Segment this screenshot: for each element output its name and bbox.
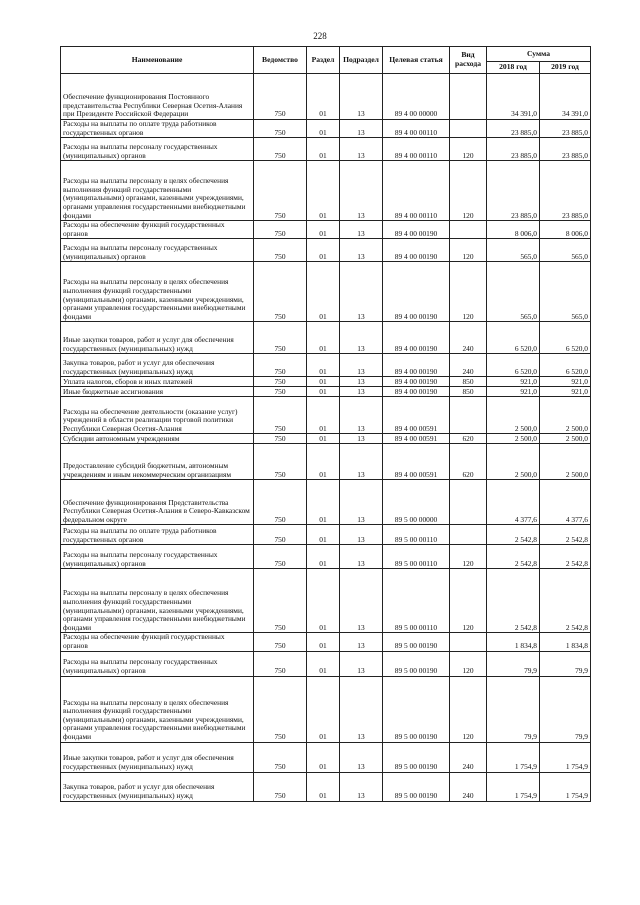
row-sum-2018-cell: 6 520,0: [487, 322, 540, 354]
row-name-cell: Закупка товаров, работ и услуг для обеспечения государственных (муниципальных) нужд: [61, 354, 254, 377]
row-name-cell: Уплата налогов, сборов и иных платежей: [61, 377, 254, 387]
row-sum-2019-cell: 2 500,0: [540, 397, 591, 434]
row-vid-cell: 120: [450, 676, 487, 742]
header-name: Наименование: [61, 47, 254, 74]
row-sum-2019-cell: 23 885,0: [540, 138, 591, 161]
row-name-cell: Обеспечение функционирования Представительства Республики Северная Осетия-Алания в Северо-Кавказском федеральном округе: [61, 480, 254, 525]
row-target-cell: 89 4 00 00190: [383, 239, 450, 262]
row-razdel-cell: 01: [307, 262, 340, 322]
row-podrazdel-cell: 13: [340, 221, 383, 239]
row-sum-2019-cell: 921,0: [540, 377, 591, 387]
row-target-cell: 89 5 00 00110: [383, 545, 450, 569]
row-name-cell: Иные закупки товаров, работ и услуг для обеспечения государственных (муниципальных) нужд: [61, 322, 254, 354]
row-sum-2019-cell: 23 885,0: [540, 161, 591, 221]
row-name-cell: Расходы на выплаты персоналу в целях обеспечения выполнения функций государственными (муниципальными) органами, казенными учреждениями, органами управления государственными внебюджетными фондами: [61, 161, 254, 221]
row-target-cell: 89 5 00 00190: [383, 772, 450, 801]
table-row: [61, 377, 591, 387]
row-sum-2019-cell: 6 520,0: [540, 354, 591, 377]
row-target-cell: 89 5 00 00190: [383, 742, 450, 772]
row-name-cell: Субсидии автономным учреждениям: [61, 434, 254, 444]
table-row: [61, 239, 591, 262]
row-vedomstvo-cell: 750: [254, 354, 307, 377]
table-row: [61, 387, 591, 397]
row-sum-2018-cell: 79,9: [487, 676, 540, 742]
row-vedomstvo-cell: 750: [254, 444, 307, 480]
row-podrazdel-cell: 13: [340, 387, 383, 397]
row-name-cell: Расходы на выплаты персоналу государственных (муниципальных) органов: [61, 545, 254, 569]
row-razdel-cell: 01: [307, 434, 340, 444]
table-row: [61, 397, 591, 434]
row-podrazdel-cell: 13: [340, 262, 383, 322]
row-vedomstvo-cell: 750: [254, 676, 307, 742]
row-vid-cell: [450, 397, 487, 434]
row-sum-2018-cell: 23 885,0: [487, 120, 540, 138]
row-razdel-cell: 01: [307, 74, 340, 120]
table-row: [61, 525, 591, 545]
row-sum-2019-cell: 1 754,9: [540, 772, 591, 801]
row-target-cell: 89 5 00 00190: [383, 651, 450, 676]
row-target-cell: 89 5 00 00190: [383, 633, 450, 651]
header-razdel: Раздел: [307, 47, 340, 74]
table-row: [61, 74, 591, 120]
row-name-cell: Иные бюджетные ассигнования: [61, 387, 254, 397]
row-razdel-cell: 01: [307, 377, 340, 387]
row-vedomstvo-cell: 750: [254, 221, 307, 239]
table-row: [61, 138, 591, 161]
row-vid-cell: [450, 74, 487, 120]
row-podrazdel-cell: 13: [340, 434, 383, 444]
row-name-cell: Расходы на выплаты по оплате труда работников государственных органов: [61, 120, 254, 138]
table-row: [61, 322, 591, 354]
row-sum-2019-cell: 1 834,8: [540, 633, 591, 651]
row-vedomstvo-cell: 750: [254, 569, 307, 633]
row-sum-2019-cell: 1 754,9: [540, 742, 591, 772]
row-target-cell: 89 4 00 00591: [383, 444, 450, 480]
row-vid-cell: 240: [450, 772, 487, 801]
table-row: [61, 651, 591, 676]
row-name-cell: Обеспечение функционирования Постоянного представительства Республики Северная Осетия-Алания при Президенте Российской Федерации: [61, 74, 254, 120]
row-vedomstvo-cell: 750: [254, 545, 307, 569]
row-razdel-cell: 01: [307, 161, 340, 221]
table-row: [61, 633, 591, 651]
row-vid-cell: 120: [450, 545, 487, 569]
row-podrazdel-cell: 13: [340, 322, 383, 354]
row-target-cell: 89 4 00 00000: [383, 74, 450, 120]
header-vid: Вид расхода: [450, 47, 487, 74]
row-target-cell: 89 5 00 00000: [383, 480, 450, 525]
row-razdel-cell: 01: [307, 545, 340, 569]
row-razdel-cell: 01: [307, 239, 340, 262]
row-podrazdel-cell: 13: [340, 397, 383, 434]
row-podrazdel-cell: 13: [340, 772, 383, 801]
row-name-cell: Расходы на выплаты персоналу в целях обеспечения выполнения функций государственными (муниципальными) органами, казенными учреждениями, органами управления государственными внебюджетными фондами: [61, 569, 254, 633]
row-vedomstvo-cell: 750: [254, 120, 307, 138]
row-podrazdel-cell: 13: [340, 480, 383, 525]
row-podrazdel-cell: 13: [340, 676, 383, 742]
row-sum-2018-cell: 79,9: [487, 651, 540, 676]
table-body: [61, 74, 591, 802]
row-name-cell: Предоставление субсидий бюджетным, автономным учреждениям и иным некоммерческим организациям: [61, 444, 254, 480]
row-vid-cell: [450, 120, 487, 138]
table-row: [61, 772, 591, 801]
row-podrazdel-cell: 13: [340, 651, 383, 676]
row-sum-2018-cell: 2 500,0: [487, 397, 540, 434]
row-vedomstvo-cell: 750: [254, 633, 307, 651]
row-target-cell: 89 5 00 00110: [383, 525, 450, 545]
row-name-cell: Расходы на выплаты персоналу государственных (муниципальных) органов: [61, 239, 254, 262]
row-vedomstvo-cell: 750: [254, 651, 307, 676]
header-summa: Сумма: [487, 47, 591, 62]
row-sum-2018-cell: 1 834,8: [487, 633, 540, 651]
row-sum-2018-cell: 2 542,8: [487, 569, 540, 633]
row-podrazdel-cell: 13: [340, 525, 383, 545]
row-name-cell: Расходы на выплаты по оплате труда работников государственных органов: [61, 525, 254, 545]
row-sum-2019-cell: 2 500,0: [540, 444, 591, 480]
table-row: [61, 354, 591, 377]
row-vid-cell: [450, 525, 487, 545]
row-razdel-cell: 01: [307, 120, 340, 138]
row-podrazdel-cell: 13: [340, 239, 383, 262]
row-sum-2019-cell: 2 500,0: [540, 434, 591, 444]
row-sum-2018-cell: 2 500,0: [487, 434, 540, 444]
row-podrazdel-cell: 13: [340, 633, 383, 651]
row-vid-cell: [450, 480, 487, 525]
row-podrazdel-cell: 13: [340, 569, 383, 633]
row-target-cell: 89 5 00 00110: [383, 569, 450, 633]
row-name-cell: Расходы на обеспечение деятельности (оказание услуг) учреждений в области реализации торговой политики Республики Северная Осетия-Алания: [61, 397, 254, 434]
row-sum-2018-cell: 2 542,8: [487, 525, 540, 545]
row-target-cell: 89 4 00 00110: [383, 138, 450, 161]
row-name-cell: Закупка товаров, работ и услуг для обеспечения государственных (муниципальных) нужд: [61, 772, 254, 801]
row-target-cell: 89 4 00 00190: [383, 387, 450, 397]
row-sum-2018-cell: 2 542,8: [487, 545, 540, 569]
row-podrazdel-cell: 13: [340, 377, 383, 387]
row-vedomstvo-cell: 750: [254, 434, 307, 444]
row-sum-2019-cell: 921,0: [540, 387, 591, 397]
row-podrazdel-cell: 13: [340, 742, 383, 772]
row-sum-2019-cell: 2 542,8: [540, 525, 591, 545]
row-vid-cell: 850: [450, 377, 487, 387]
table-row: [61, 262, 591, 322]
header-vedomstvo: Ведомство: [254, 47, 307, 74]
row-sum-2019-cell: 79,9: [540, 651, 591, 676]
row-sum-2019-cell: 79,9: [540, 676, 591, 742]
row-vid-cell: [450, 221, 487, 239]
row-vedomstvo-cell: 750: [254, 262, 307, 322]
row-target-cell: 89 4 00 00591: [383, 434, 450, 444]
row-vedomstvo-cell: 750: [254, 480, 307, 525]
row-vedomstvo-cell: 750: [254, 772, 307, 801]
row-target-cell: 89 4 00 00190: [383, 221, 450, 239]
row-sum-2019-cell: 2 542,8: [540, 545, 591, 569]
row-sum-2018-cell: 1 754,9: [487, 742, 540, 772]
row-name-cell: Расходы на выплаты персоналу в целях обеспечения выполнения функций государственными (муниципальными) органами, казенными учреждениями, органами управления государственными внебюджетными фондами: [61, 262, 254, 322]
row-name-cell: Расходы на выплаты персоналу государственных (муниципальных) органов: [61, 651, 254, 676]
row-vid-cell: 850: [450, 387, 487, 397]
row-razdel-cell: 01: [307, 138, 340, 161]
row-podrazdel-cell: 13: [340, 74, 383, 120]
row-razdel-cell: 01: [307, 221, 340, 239]
row-vid-cell: 120: [450, 569, 487, 633]
row-vid-cell: 240: [450, 322, 487, 354]
row-target-cell: 89 4 00 00110: [383, 120, 450, 138]
row-name-cell: Расходы на обеспечение функций государственных органов: [61, 633, 254, 651]
row-vid-cell: 240: [450, 742, 487, 772]
header-2018: 2018 год: [487, 62, 540, 74]
table-row: [61, 676, 591, 742]
row-sum-2018-cell: 23 885,0: [487, 161, 540, 221]
row-podrazdel-cell: 13: [340, 545, 383, 569]
row-podrazdel-cell: 13: [340, 138, 383, 161]
row-sum-2018-cell: 23 885,0: [487, 138, 540, 161]
row-vid-cell: 120: [450, 239, 487, 262]
row-name-cell: Иные закупки товаров, работ и услуг для обеспечения государственных (муниципальных) нужд: [61, 742, 254, 772]
row-podrazdel-cell: 13: [340, 120, 383, 138]
row-sum-2019-cell: 565,0: [540, 262, 591, 322]
header-podrazdel: Подраздел: [340, 47, 383, 74]
table-row: [61, 120, 591, 138]
row-sum-2018-cell: 565,0: [487, 239, 540, 262]
row-sum-2019-cell: 2 542,8: [540, 569, 591, 633]
row-podrazdel-cell: 13: [340, 444, 383, 480]
row-podrazdel-cell: 13: [340, 161, 383, 221]
row-sum-2019-cell: 23 885,0: [540, 120, 591, 138]
row-sum-2019-cell: 565,0: [540, 239, 591, 262]
header-2019: 2019 год: [540, 62, 591, 74]
table-row: [61, 569, 591, 633]
row-vid-cell: [450, 633, 487, 651]
budget-table: [60, 46, 591, 802]
row-vedomstvo-cell: 750: [254, 387, 307, 397]
row-sum-2018-cell: 2 500,0: [487, 444, 540, 480]
row-razdel-cell: 01: [307, 480, 340, 525]
row-vid-cell: 120: [450, 262, 487, 322]
row-vid-cell: 120: [450, 651, 487, 676]
row-target-cell: 89 4 00 00591: [383, 397, 450, 434]
row-sum-2018-cell: 1 754,9: [487, 772, 540, 801]
row-vid-cell: 120: [450, 138, 487, 161]
row-vedomstvo-cell: 750: [254, 74, 307, 120]
row-sum-2018-cell: 4 377,6: [487, 480, 540, 525]
row-razdel-cell: 01: [307, 676, 340, 742]
row-vedomstvo-cell: 750: [254, 742, 307, 772]
row-vid-cell: 620: [450, 434, 487, 444]
table-row: [61, 742, 591, 772]
row-razdel-cell: 01: [307, 397, 340, 434]
row-sum-2019-cell: 4 377,6: [540, 480, 591, 525]
row-name-cell: Расходы на выплаты персоналу государственных (муниципальных) органов: [61, 138, 254, 161]
row-vedomstvo-cell: 750: [254, 138, 307, 161]
row-target-cell: 89 4 00 00190: [383, 354, 450, 377]
row-vedomstvo-cell: 750: [254, 377, 307, 387]
row-vedomstvo-cell: 750: [254, 397, 307, 434]
row-sum-2018-cell: 34 391,0: [487, 74, 540, 120]
row-sum-2018-cell: 6 520,0: [487, 354, 540, 377]
row-vid-cell: 620: [450, 444, 487, 480]
row-razdel-cell: 01: [307, 387, 340, 397]
row-sum-2019-cell: 34 391,0: [540, 74, 591, 120]
table-row: [61, 221, 591, 239]
row-name-cell: Расходы на выплаты персоналу в целях обеспечения выполнения функций государственными (муниципальными) органами, казенными учреждениями, органами управления государственными внебюджетными фондами: [61, 676, 254, 742]
row-razdel-cell: 01: [307, 742, 340, 772]
row-target-cell: 89 4 00 00190: [383, 377, 450, 387]
row-vedomstvo-cell: 750: [254, 525, 307, 545]
row-sum-2018-cell: 8 006,0: [487, 221, 540, 239]
row-target-cell: 89 4 00 00190: [383, 262, 450, 322]
row-vedomstvo-cell: 750: [254, 161, 307, 221]
row-razdel-cell: 01: [307, 569, 340, 633]
row-razdel-cell: 01: [307, 651, 340, 676]
row-target-cell: 89 4 00 00110: [383, 161, 450, 221]
row-sum-2019-cell: 6 520,0: [540, 322, 591, 354]
row-sum-2018-cell: 921,0: [487, 377, 540, 387]
header-target: Целевая статья: [383, 47, 450, 74]
row-razdel-cell: 01: [307, 322, 340, 354]
row-target-cell: 89 4 00 00190: [383, 322, 450, 354]
row-razdel-cell: 01: [307, 444, 340, 480]
row-sum-2018-cell: 921,0: [487, 387, 540, 397]
row-vid-cell: 240: [450, 354, 487, 377]
row-vid-cell: 120: [450, 161, 487, 221]
row-vedomstvo-cell: 750: [254, 239, 307, 262]
table-row: [61, 434, 591, 444]
row-razdel-cell: 01: [307, 525, 340, 545]
row-razdel-cell: 01: [307, 354, 340, 377]
page-number: 228: [313, 31, 327, 41]
table-row: [61, 444, 591, 480]
row-target-cell: 89 5 00 00190: [383, 676, 450, 742]
table-row: [61, 545, 591, 569]
row-name-cell: Расходы на обеспечение функций государственных органов: [61, 221, 254, 239]
row-razdel-cell: 01: [307, 772, 340, 801]
row-vedomstvo-cell: 750: [254, 322, 307, 354]
row-podrazdel-cell: 13: [340, 354, 383, 377]
row-sum-2019-cell: 8 006,0: [540, 221, 591, 239]
row-sum-2018-cell: 565,0: [487, 262, 540, 322]
table-row: [61, 161, 591, 221]
row-razdel-cell: 01: [307, 633, 340, 651]
table-row: [61, 480, 591, 525]
